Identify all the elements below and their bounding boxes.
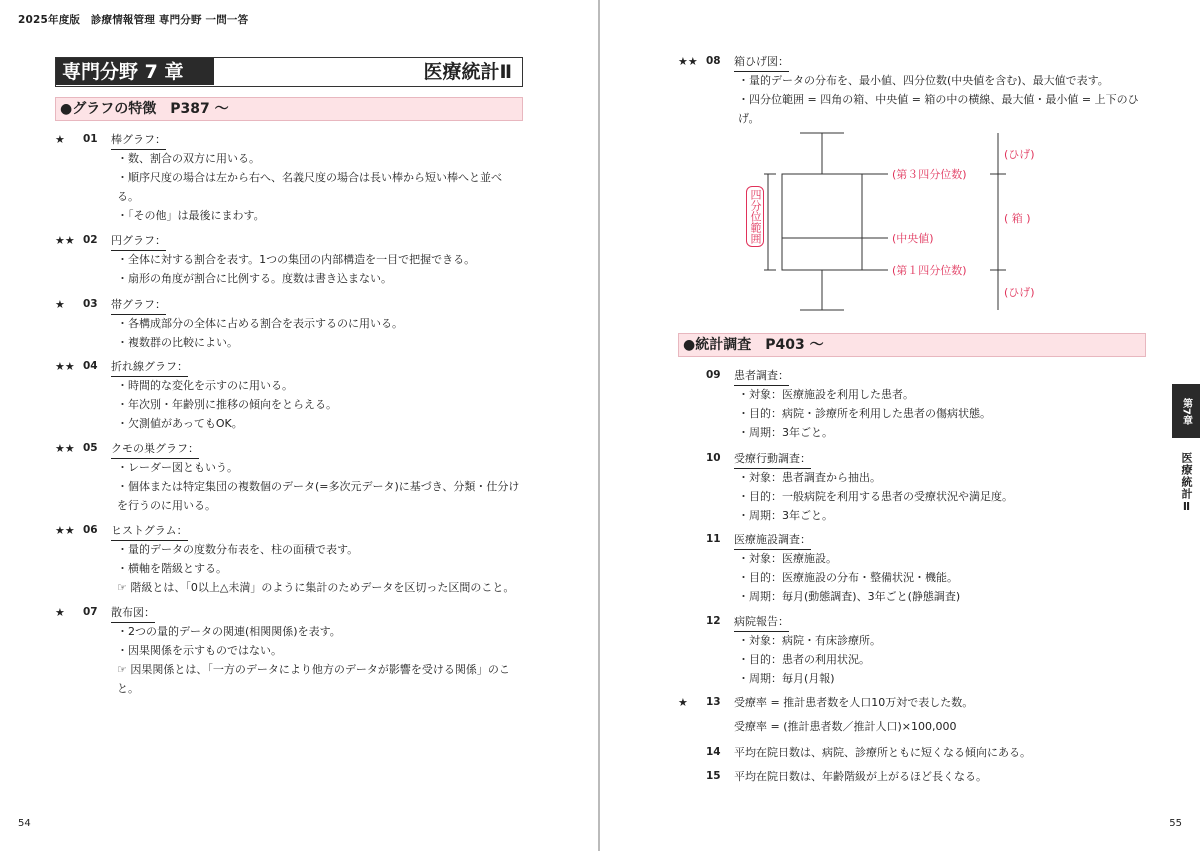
- fact-text: 平均在院日数は、年齢階級が上がるほど長くなる。: [734, 770, 987, 783]
- item-stars: ★★: [55, 234, 75, 247]
- item-line: ・対象：医療施設。: [738, 552, 837, 565]
- item-number: 03: [83, 298, 98, 310]
- item-number: 14: [706, 746, 721, 758]
- item-line: ・順序尺度の場合は左から右へ、名義尺度の場合は長い棒から短い棒へと並べる。: [117, 171, 502, 203]
- item-title: 折れ線グラフ：: [111, 357, 188, 377]
- label-q3: (第３四分位数): [892, 168, 967, 181]
- fact-formula: 受療率 = (推計患者数／推計人口)×100,000: [734, 720, 957, 733]
- right-page: [600, 0, 1200, 851]
- item-title: 棒グラフ：: [111, 130, 166, 150]
- item-line: ・対象：病院・有床診療所。: [738, 634, 881, 647]
- item-line: ・目的：一般病院を利用する患者の受療状況や満足度。: [738, 490, 1013, 503]
- item-title: 散布図：: [111, 603, 155, 623]
- chapter-side-tab: 第7章: [1172, 384, 1200, 438]
- item-title: 患者調査：: [734, 366, 789, 386]
- item-line: ・「その他」は最後にまわす。: [117, 209, 265, 222]
- item-line: ・数、割合の双方に用いる。: [117, 152, 260, 165]
- label-iqr: 四分位範囲: [746, 186, 764, 247]
- item-stars: ★: [55, 298, 65, 311]
- label-box: ( 箱 ): [1004, 212, 1031, 225]
- item-number: 15: [706, 770, 721, 782]
- boxplot-diagram: [740, 128, 1040, 318]
- item-title: 箱ひげ図：: [734, 52, 789, 72]
- item-line: ・四分位範囲 = 四角の箱、中央値 = 箱の中の横線、最大値・最小値 = 上下のひげ。: [738, 93, 1139, 125]
- item-line: ・目的：医療施設の分布・整備状況・機能。: [738, 571, 958, 584]
- chapter-topic: 医療統計Ⅱ: [423, 61, 512, 83]
- item-line: ・対象：医療施設を利用した患者。: [738, 388, 914, 401]
- item-line: ・扇形の角度が割合に比例する。度数は書き込まない。: [117, 272, 392, 285]
- item-line: ・全体に対する割合を表す。1つの集団の内部構造を一目で把握できる。: [117, 253, 476, 266]
- item-number: 07: [83, 606, 98, 618]
- item-title: 円グラフ：: [111, 231, 166, 251]
- item-line: ・目的：病院・診療所を利用した患者の傷病状態。: [738, 407, 991, 420]
- item-number: 12: [706, 615, 721, 627]
- item-line: ・複数群の比較によい。: [117, 336, 238, 349]
- item-line: ・各構成部分の全体に占める割合を表示するのに用いる。: [117, 317, 403, 330]
- item-line: ・目的：患者の利用状況。: [738, 653, 870, 666]
- item-title: 病院報告：: [734, 612, 789, 632]
- item-stars: ★: [55, 133, 65, 146]
- item-stars: ★: [678, 696, 688, 709]
- fact-text: 平均在院日数は、病院、診療所ともに短くなる傾向にある。: [734, 746, 1031, 759]
- item-line: ・レーダー図ともいう。: [117, 461, 238, 474]
- item-line: ・量的データの度数分布表を、柱の面積で表す。: [117, 543, 359, 556]
- item-line: ・欠測値があってもOK。: [117, 417, 243, 430]
- item-line: ・横軸を階級とする。: [117, 562, 227, 575]
- page-number-right: 55: [1169, 818, 1182, 829]
- chapter-label: 専門分野 7 章: [56, 58, 214, 85]
- item-number: 09: [706, 369, 721, 381]
- label-whisker-bottom: (ひげ): [1004, 286, 1035, 299]
- item-title: ヒストグラム：: [111, 521, 188, 541]
- chapter-side-label: 医療統計Ⅱ: [1180, 452, 1193, 514]
- page-number-left: 54: [18, 818, 31, 829]
- item-stars: ★★: [55, 442, 75, 455]
- label-median: (中央値): [892, 232, 934, 245]
- item-line: ・因果関係を示すものではない。: [117, 644, 282, 657]
- item-number: 02: [83, 234, 98, 246]
- item-number: 10: [706, 452, 721, 464]
- item-stars: ★★: [55, 524, 75, 537]
- item-line: ・量的データの分布を、最小値、四分位数(中央値を含む)、最大値で表す。: [738, 74, 1109, 87]
- item-line: ・周期：3年ごと。: [738, 509, 833, 522]
- item-stars: ★★: [678, 55, 698, 68]
- running-head: 2025年度版 診療情報管理 専門分野 一問一答: [18, 14, 249, 26]
- chapter-banner: [55, 57, 523, 87]
- item-line: ・周期：3年ごと。: [738, 426, 833, 439]
- fact-text: 受療率 = 推計患者数を人口10万対で表した数。: [734, 696, 974, 709]
- item-line: ・対象：患者調査から抽出。: [738, 471, 881, 484]
- item-line: ☞ 因果関係とは、「一方のデータにより他方のデータが影響を受ける関係」のこと。: [117, 663, 510, 695]
- item-title: 受療行動調査：: [734, 449, 811, 469]
- item-number: 04: [83, 360, 98, 372]
- item-number: 11: [706, 533, 721, 545]
- item-line: ・周期：毎月(動態調査)、3年ごと(静態調査): [738, 590, 961, 603]
- item-title: クモの巣グラフ：: [111, 439, 199, 459]
- item-line: ・年次別・年齢別に推移の傾向をとらえる。: [117, 398, 337, 411]
- item-line: ・時間的な変化を示すのに用いる。: [117, 379, 293, 392]
- item-title: 医療施設調査：: [734, 530, 811, 550]
- label-whisker-top: (ひげ): [1004, 148, 1035, 161]
- item-line: ・個体または特定集団の複数個のデータ(=多次元データ)に基づき、分類・仕分けを行うのに用いる。: [117, 480, 520, 512]
- item-number: 05: [83, 442, 98, 454]
- item-number: 06: [83, 524, 98, 536]
- item-stars: ★: [55, 606, 65, 619]
- item-line: ・2つの量的データの関連(相関関係)を表す。: [117, 625, 341, 638]
- item-number: 13: [706, 696, 721, 708]
- section-heading-graphs: ●グラフの特徴 P387 ～: [55, 97, 523, 121]
- item-title: 帯グラフ：: [111, 295, 166, 315]
- item-line: ・周期：毎月(月報): [738, 672, 835, 685]
- item-line: ☞ 階級とは、「0以上△未満」のように集計のためデータを区切った区間のこと。: [117, 581, 515, 594]
- section-heading-surveys: ●統計調査 P403 ～: [678, 333, 1146, 357]
- item-number: 08: [706, 55, 721, 67]
- item-number: 01: [83, 133, 98, 145]
- item-stars: ★★: [55, 360, 75, 373]
- label-q1: (第１四分位数): [892, 264, 967, 277]
